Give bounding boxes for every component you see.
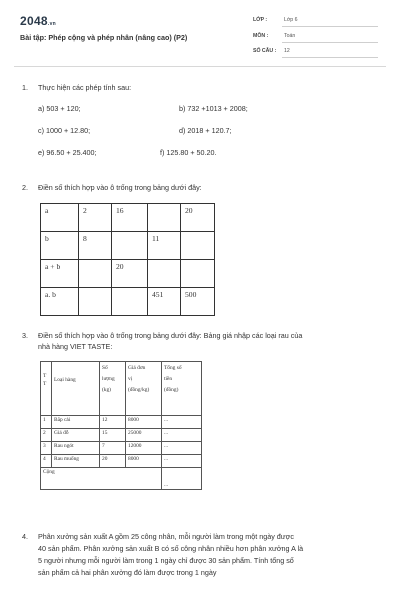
table-row xyxy=(41,429,202,442)
table-cell: 3 xyxy=(41,442,52,455)
table-cell: 2 xyxy=(79,204,112,232)
q1-item: e) 96.50 + 25.400; xyxy=(38,148,97,157)
table-cell: 20 xyxy=(181,204,215,232)
divider xyxy=(282,57,378,58)
table-row xyxy=(41,416,202,429)
table-cell: Rau muống xyxy=(52,455,100,468)
table-cell: 8 xyxy=(79,232,112,260)
divider xyxy=(282,42,378,43)
q1-text: Thực hiện các phép tính sau: xyxy=(38,83,132,92)
table-cell: a. b xyxy=(41,288,79,316)
q3-text: Điền số thích hợp vào ô trống trong bảng dưới đây: Bảng giá nhập các loại rau của xyxy=(38,331,303,340)
table-cell: 25000 xyxy=(126,429,162,442)
table-cell: Rau ngót xyxy=(52,442,100,455)
sum-value: ... xyxy=(162,468,202,490)
divider xyxy=(282,26,378,27)
table-cell xyxy=(181,260,215,288)
table-row xyxy=(41,442,202,455)
q1-item: c) 1000 + 12.80; xyxy=(38,126,91,135)
table-cell: ... xyxy=(162,429,202,442)
header-divider xyxy=(14,66,386,67)
table-row xyxy=(41,288,215,316)
table-cell: ... xyxy=(162,455,202,468)
table-cell: ... xyxy=(162,416,202,429)
table-cell xyxy=(112,288,148,316)
vegetable-price-table xyxy=(40,361,202,490)
table-cell: 15 xyxy=(100,429,126,442)
q4-text-line: 5 người nhưng mỗi người làm trong 1 ngày chỉ được 30 sản phẩm. Tính tổng số xyxy=(38,556,294,565)
class-label: LỚP : xyxy=(253,17,268,23)
site-logo[interactable]: 2048.vn xyxy=(20,14,57,28)
table-cell: Bắp cải xyxy=(52,416,100,429)
q3-text: nhà hàng VIET TASTE: xyxy=(38,342,113,351)
table-cell: a xyxy=(41,204,79,232)
q1-item: a) 503 + 120; xyxy=(38,104,81,113)
table-cell xyxy=(148,260,181,288)
table-cell: 20 xyxy=(100,455,126,468)
table-cell xyxy=(79,288,112,316)
table-cell: b xyxy=(41,232,79,260)
table-cell: 8000 xyxy=(126,416,162,429)
q1-item: d) 2018 + 120.7; xyxy=(179,126,232,135)
q4-text-line: sản phẩm cả hai phân xưởng đó làm được trong 1 ngày xyxy=(38,568,217,577)
table-cell: 12000 xyxy=(126,442,162,455)
table-cell: 11 xyxy=(148,232,181,260)
col-header-total: Tổng số tiền (đồng) xyxy=(162,362,202,416)
table-cell xyxy=(148,204,181,232)
q3-number: 3. xyxy=(22,331,28,340)
sum-label: Cộng xyxy=(41,468,162,490)
col-header-item: Loại hàng xyxy=(52,362,100,416)
table-header-row xyxy=(41,362,202,416)
col-header-tt: T T xyxy=(41,362,52,416)
col-header-qty: Số lượng (kg) xyxy=(100,362,126,416)
q1-item: b) 732 +1013 + 2008; xyxy=(179,104,248,113)
table-cell: a + b xyxy=(41,260,79,288)
question-count-label: SỐ CÂU : xyxy=(253,48,277,54)
col-header-unit-price: Giá đơn vị (đồng/kg) xyxy=(126,362,162,416)
class-value: Lớp 6 xyxy=(284,17,298,23)
table-cell xyxy=(79,260,112,288)
q2-text: Điền số thích hợp vào ô trống trong bảng dưới đây: xyxy=(38,183,202,192)
table-row xyxy=(41,204,215,232)
subject-value: Toán xyxy=(284,33,296,39)
q4-text-line: 40 sản phẩm. Phân xưởng sản xuất B có số công nhân nhiều hơn phân xưởng A là xyxy=(38,544,304,553)
table-cell: 8000 xyxy=(126,455,162,468)
question-count-value: 12 xyxy=(284,48,290,54)
ab-table xyxy=(40,203,215,316)
table-cell: 1 xyxy=(41,416,52,429)
table-cell: Giá đỗ xyxy=(52,429,100,442)
subject-label: MÔN : xyxy=(253,33,269,39)
q1-item: f) 125.80 + 50.20. xyxy=(160,148,217,157)
table-cell xyxy=(112,232,148,260)
table-cell: 451 xyxy=(148,288,181,316)
table-cell: 4 xyxy=(41,455,52,468)
table-cell: 12 xyxy=(100,416,126,429)
q2-number: 2. xyxy=(22,183,28,192)
table-row xyxy=(41,260,215,288)
table-cell: 2 xyxy=(41,429,52,442)
q4-number: 4. xyxy=(22,532,28,541)
table-cell: 7 xyxy=(100,442,126,455)
table-cell xyxy=(181,232,215,260)
q1-number: 1. xyxy=(22,83,28,92)
page-title: Bài tập: Phép cộng và phép nhân (nâng cao) (P2) xyxy=(20,33,188,42)
table-cell: ... xyxy=(162,442,202,455)
table-row xyxy=(41,455,202,468)
table-cell: 500 xyxy=(181,288,215,316)
q4-text-line: Phân xưởng sản xuất A gồm 25 công nhân, mỗi người làm trong một ngày được xyxy=(38,532,294,541)
table-cell: 16 xyxy=(112,204,148,232)
table-row xyxy=(41,232,215,260)
table-sum-row xyxy=(41,468,202,490)
table-cell: 20 xyxy=(112,260,148,288)
